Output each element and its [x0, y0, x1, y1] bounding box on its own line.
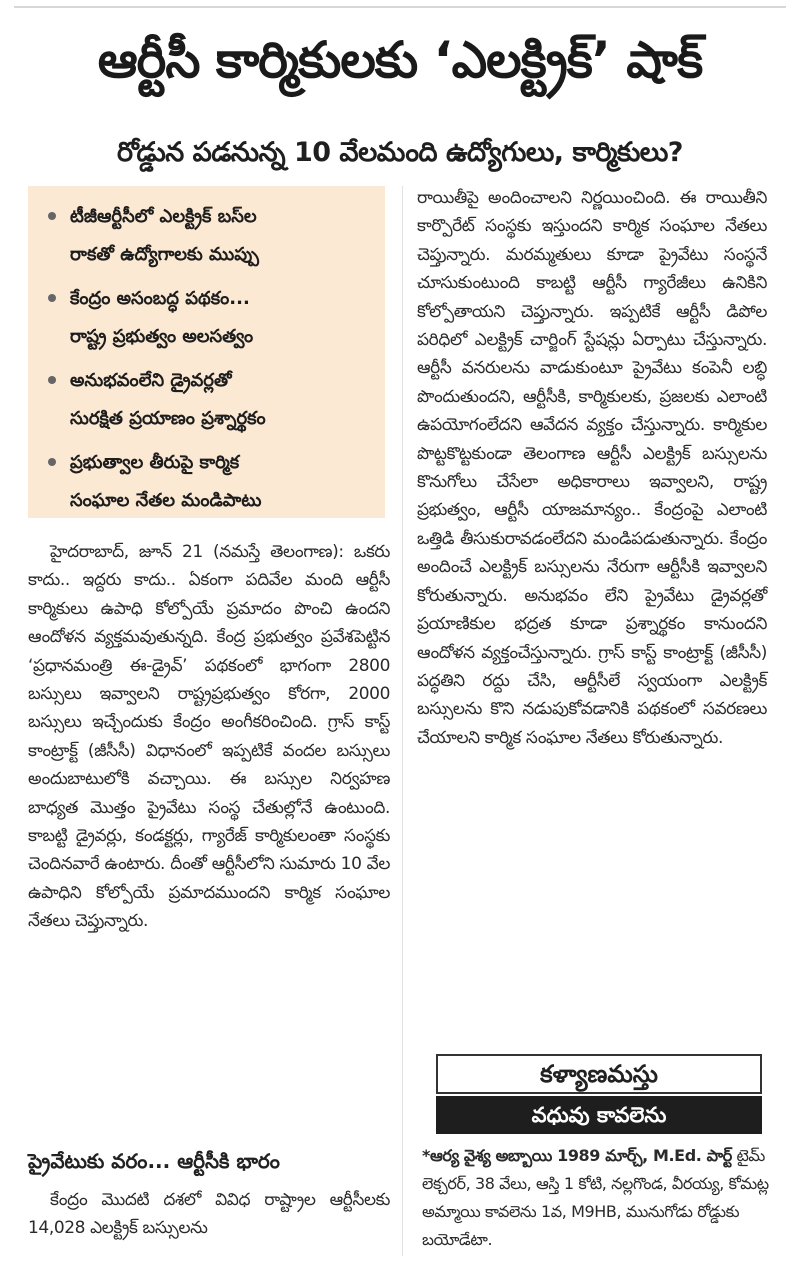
bullet-icon [48, 458, 56, 466]
highlight-line: రాష్ట్ర ప్రభుత్వం అలసత్వం [70, 326, 254, 347]
classified-title: కళ్యాణమస్తు [436, 1054, 762, 1094]
article-body-right [417, 184, 767, 752]
classified-ad [422, 1142, 770, 1254]
column-divider [402, 186, 403, 1256]
highlight-item [48, 198, 373, 274]
highlight-line: సురక్షిత ప్రయాణం ప్రశ్నార్థకం [70, 408, 266, 429]
highlight-line: అనుభవంలేని డ్రైవర్లతో [70, 370, 232, 391]
highlight-item [48, 444, 373, 520]
highlight-line: సంఘాల నేతల మండిపాటు [70, 490, 262, 511]
classified-lead: *ఆర్య వైశ్య అబ్బాయి 1989 మార్చ్, M.Ed. పార్ట్ [422, 1146, 732, 1165]
article-body-left-continued [28, 1186, 390, 1243]
headline: ఆర్టీసీ కార్మికులకు ‘ఎలక్ట్రిక్’ షాక్ [97, 31, 703, 89]
subheadline: రోడ్డున పడనున్న 10 వేలమంది ఉద్యోగులు, కార్మికులు? [117, 137, 683, 168]
highlights-box [28, 186, 385, 518]
bullet-icon [48, 212, 56, 220]
top-rule [14, 6, 786, 8]
body-paragraph: హైదరాబాద్, జూన్ 21 (నమస్తే తెలంగాణ): ఒకరు కాదు.. ఇద్దరు కాదు.. ఏకంగా పదివేల మంది ఆర్టీసీ కార్మికులు ఉపాధి కోల్పోయే ప్రమాదం పొంచి ఉందని ఆందోళన వ్యక్తమవుతున్నది. కేంద్ర ప్రభుత్వం ప్రవేశపెట్టిన ‘ప్రధానమంత్రి ఈ-డ్రైవ్’ పథకంలో భాగంగా 2800 బస్సులు ఇవ్వాలని రాష్ట్రప్రభుత్వం కోరగా, 2000 బస్సులు ఇచ్చేందుకు కేంద్రం అంగీకరించింది. గ్రాస్ కాస్ట్ కాంట్రాక్ట్ (జీసీసీ) విధానంలో ఇప్పటికే వందల బస్సులు అందుబాటులోకి వచ్చాయి. ఈ బస్సుల నిర్వహణ బాధ్యత మొత్తం ప్రైవేటు సంస్థ చేతుల్లోనే ఉంటుంది. కాబట్టి డ్రైవర్లు, కండక్టర్లు, గ్యారేజ్ కార్మికులంతా సంస్థకు చెందినవారే ఉంటారు. దీంతో ఆర్టీసీలోని సుమారు 10 వేల ఉపాధిని కోల్పోయే ప్రమాదముందని కార్మిక సంఘాల నేతలు చెప్తున్నారు. [28, 542, 390, 932]
highlight-item [48, 280, 373, 356]
bullet-icon [48, 376, 56, 384]
bullet-icon [48, 294, 56, 302]
highlight-line: రాకతో ఉద్యోగాలకు ముప్పు [70, 244, 259, 265]
body-paragraph: కేంద్రం మొదటి దశలో వివిధ రాష్ట్రాల ఆర్టీసీలకు 14,028 ఎలక్ట్రిక్ బస్సులను [28, 1190, 390, 1239]
classified-body: టైమ్ లెక్చరర్, 38 వేలు, ఆస్తి 1 కోటి, నల్లగొండ, వీరయ్య, కోమట్ల అమ్మాయి కావలెను 1వ, M9HB, మునుగోడు రోడ్డుకు బయోడేటా. [422, 1146, 769, 1249]
classified-band: వధువు కావలెను [436, 1096, 762, 1134]
body-paragraph: రాయితీపై అందించాలని నిర్ణయించింది. ఈ రాయితీని కార్పొరేట్ సంస్థకు ఇస్తుందని కార్మిక సంఘాల నేతలు చెప్తున్నారు. మరమ్మతులు కూడా ప్రైవేటు సంస్థనే చూసుకుంటుంది కాబట్టి ఆర్టీసీ గ్యారేజీలు ఉనికిని కోల్పోతాయని చెప్తున్నారు. ఇప్పటికే ఆర్టీసీ డిపోల పరిధిలో ఎలక్ట్రిక్ చార్జింగ్ స్టేషన్లు ఏర్పాటు చేస్తున్నారు. ఆర్టీసీ వనరులను వాడుకుంటూ ప్రైవేటు కంపెనీ లబ్ధి పొందుతుందని, ఆర్టీసీకి, కార్మికులకు, ప్రజలకు ఎలాంటి ఉపయోగంలేదని ఆవేదన వ్యక్తం చేస్తున్నారు. కార్మికుల పొట్టకొట్టకుండా తెలంగాణ ఆర్టీసీ ఎలక్ట్రిక్ బస్సులను కొనుగోలు చేసేలా అధికారాలు ఇవ్వాలని, రాష్ట్ర ప్రభుత్వం, ఆర్టీసీ యాజమాన్యం.. కేంద్రంపై ఎలాంటి ఒత్తిడి తీసుకురావడంలేదని మండిపడుతున్నారు. కేంద్రం అందించే ఎలక్ట్రిక్ బస్సులను నేరుగా ఆర్టీసీకి ఇవ్వాలని కోరుతున్నారు. అనుభవం లేని ప్రైవేటు డ్రైవర్లతో ప్రయాణికుల భద్రత కూడా ప్రశ్నార్థకం కానుందని ఆందోళన వ్యక్తంచేస్తున్నారు. గ్రాస్ కాస్ట్ కాంట్రాక్ట్ (జీసీసీ) పద్ధతిని రద్దు చేసి, ఆర్టీసీలే స్వయంగా ఎలక్ట్రిక్ బస్సులను కొని నడుపుకోవడానికి పథకంలో సవరణలు చేయాలని కార్మిక సంఘాల నేతలు కోరుతున్నారు. [417, 188, 767, 748]
highlight-item [48, 362, 373, 438]
highlight-line: ప్రభుత్వాల తీరుపై కార్మిక [70, 452, 240, 473]
article-body-left [28, 538, 390, 936]
section-subheading: ప్రైవేటుకు వరం... ఆర్టీసీకి భారం [28, 1149, 280, 1173]
highlight-line: టీజీఆర్టీసీలో ఎలక్ట్రిక్ బస్‌ల [70, 206, 257, 227]
highlight-line: కేంద్రం అసంబద్ధ పథకం... [70, 288, 250, 309]
